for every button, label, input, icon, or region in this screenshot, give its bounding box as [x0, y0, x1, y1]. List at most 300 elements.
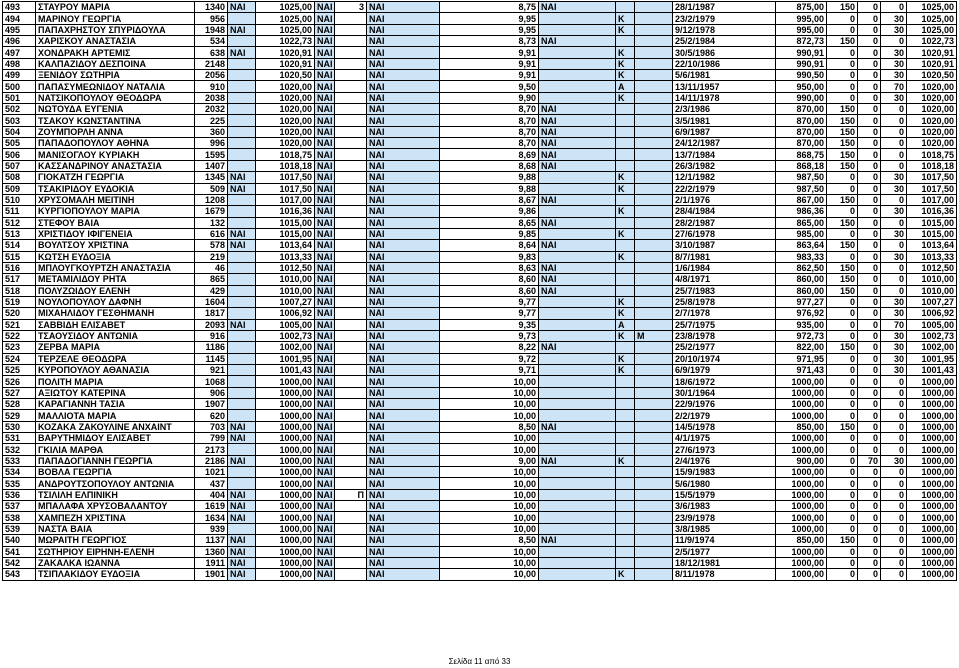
cell-flag-a: ΝΑΙ: [228, 489, 256, 500]
cell-grade: 8,50: [440, 535, 539, 546]
cell-children-count: [335, 217, 367, 228]
cell-total-score: 1000,00: [256, 501, 315, 512]
table-row: [3, 433, 957, 444]
cell-full-name: ΖΕΡΒΑ ΜΑΡΙΑ: [36, 342, 195, 353]
cell-birth-date: 18/6/1972: [673, 376, 776, 387]
table-row: [3, 47, 957, 58]
cell-greek-flag: ΝΑΙ: [367, 228, 440, 239]
cell-protocol-number: 1911: [195, 557, 228, 568]
cell-total-score: 1020,50: [256, 70, 315, 81]
cell-registered-flag: ΝΑΙ: [315, 433, 335, 444]
cell-category-points: 0: [881, 138, 907, 149]
cell-flag-a: ΝΑΙ: [228, 569, 256, 580]
cell-row-number: 507: [3, 160, 36, 171]
cell-row-number: 541: [3, 546, 36, 557]
cell-children-count: [335, 455, 367, 466]
cell-experience-points: 150: [827, 262, 858, 273]
cell-sub-category: [635, 172, 673, 183]
cell-total-score: 1000,00: [256, 387, 315, 398]
cell-children-count: [335, 512, 367, 523]
cell-experience-flag: [539, 183, 616, 194]
cell-row-number: 529: [3, 410, 36, 421]
cell-category: [616, 478, 635, 489]
cell-category: Κ: [616, 47, 635, 58]
cell-extra-points: 0: [858, 115, 881, 126]
cell-total-score: 1010,00: [256, 285, 315, 296]
cell-greek-flag: ΝΑΙ: [367, 569, 440, 580]
cell-children-count: [335, 183, 367, 194]
cell-total-score: 1007,27: [256, 296, 315, 307]
cell-protocol-number: 1634: [195, 512, 228, 523]
cell-grade: 10,00: [440, 433, 539, 444]
cell-flag-a: [228, 126, 256, 137]
cell-children-count: [335, 569, 367, 580]
cell-full-name: ΤΣΙΛΙΛΗ ΕΛΠΙΝΙΚΗ: [36, 489, 195, 500]
cell-grade: 10,00: [440, 557, 539, 568]
cell-experience-flag: [539, 410, 616, 421]
cell-final-score: 1000,00: [907, 512, 957, 523]
cell-category-points: 30: [881, 206, 907, 217]
cell-birth-date: 5/6/1980: [673, 478, 776, 489]
cell-sub-category: [635, 557, 673, 568]
cell-total-score: 1005,00: [256, 319, 315, 330]
cell-registered-flag: ΝΑΙ: [315, 285, 335, 296]
cell-row-number: 516: [3, 262, 36, 273]
cell-birth-date: 4/8/1971: [673, 274, 776, 285]
cell-final-score: 1005,00: [907, 319, 957, 330]
cell-grade-points: 990,50: [776, 70, 827, 81]
cell-sub-category: [635, 569, 673, 580]
cell-final-score: 1020,50: [907, 70, 957, 81]
cell-sub-category: [635, 489, 673, 500]
cell-sub-category: [635, 92, 673, 103]
cell-experience-flag: [539, 353, 616, 364]
cell-category: Κ: [616, 296, 635, 307]
cell-sub-category: [635, 104, 673, 115]
cell-extra-points: 0: [858, 183, 881, 194]
cell-birth-date: 18/12/1981: [673, 557, 776, 568]
cell-greek-flag: ΝΑΙ: [367, 58, 440, 69]
cell-children-count: [335, 58, 367, 69]
cell-children-count: [335, 36, 367, 47]
cell-final-score: 1002,73: [907, 330, 957, 341]
cell-total-score: 1002,73: [256, 330, 315, 341]
cell-greek-flag: ΝΑΙ: [367, 296, 440, 307]
cell-row-number: 527: [3, 387, 36, 398]
cell-final-score: 1000,00: [907, 399, 957, 410]
cell-greek-flag: ΝΑΙ: [367, 444, 440, 455]
cell-extra-points: 0: [858, 376, 881, 387]
cell-row-number: 505: [3, 138, 36, 149]
table-row: [3, 262, 957, 273]
cell-grade: 9,90: [440, 92, 539, 103]
cell-experience-points: 150: [827, 149, 858, 160]
cell-flag-a: [228, 376, 256, 387]
table-row: [3, 2, 957, 13]
cell-category-points: 0: [881, 546, 907, 557]
cell-category: [616, 240, 635, 251]
cell-children-count: [335, 138, 367, 149]
cell-greek-flag: ΝΑΙ: [367, 308, 440, 319]
cell-experience-points: 150: [827, 104, 858, 115]
cell-sub-category: [635, 36, 673, 47]
table-row: [3, 92, 957, 103]
cell-row-number: 518: [3, 285, 36, 296]
cell-protocol-number: 1360: [195, 546, 228, 557]
cell-row-number: 503: [3, 115, 36, 126]
cell-experience-flag: [539, 172, 616, 183]
cell-grade-points: 872,73: [776, 36, 827, 47]
cell-grade-points: 870,00: [776, 138, 827, 149]
cell-full-name: ΠΑΠΑΣΥΜΕΩΝΙΔΟΥ ΝΑΤΑΛΙΑ: [36, 81, 195, 92]
cell-final-score: 1013,33: [907, 251, 957, 262]
cell-experience-flag: [539, 376, 616, 387]
cell-registered-flag: ΝΑΙ: [315, 444, 335, 455]
cell-protocol-number: 956: [195, 13, 228, 24]
cell-experience-flag: [539, 70, 616, 81]
cell-registered-flag: ΝΑΙ: [315, 569, 335, 580]
cell-greek-flag: ΝΑΙ: [367, 183, 440, 194]
cell-extra-points: 0: [858, 342, 881, 353]
cell-birth-date: 3/8/1985: [673, 523, 776, 534]
cell-final-score: 1000,00: [907, 501, 957, 512]
cell-experience-flag: [539, 546, 616, 557]
cell-children-count: [335, 342, 367, 353]
cell-grade: 8,64: [440, 240, 539, 251]
cell-extra-points: 0: [858, 410, 881, 421]
cell-children-count: [335, 308, 367, 319]
cell-category-points: 0: [881, 557, 907, 568]
cell-extra-points: 0: [858, 330, 881, 341]
cell-experience-flag: ΝΑΙ: [539, 36, 616, 47]
cell-extra-points: 0: [858, 126, 881, 137]
table-row: [3, 251, 957, 262]
cell-protocol-number: 2093: [195, 319, 228, 330]
cell-protocol-number: 429: [195, 285, 228, 296]
cell-final-score: 1000,00: [907, 467, 957, 478]
cell-experience-points: 0: [827, 467, 858, 478]
cell-row-number: 493: [3, 2, 36, 13]
cell-final-score: 1025,00: [907, 24, 957, 35]
cell-registered-flag: ΝΑΙ: [315, 81, 335, 92]
cell-grade-points: 990,00: [776, 92, 827, 103]
cell-grade-points: 976,92: [776, 308, 827, 319]
table-row: [3, 274, 957, 285]
cell-sub-category: [635, 410, 673, 421]
cell-final-score: 1020,91: [907, 58, 957, 69]
cell-row-number: 519: [3, 296, 36, 307]
cell-row-number: 537: [3, 501, 36, 512]
cell-sub-category: [635, 365, 673, 376]
cell-protocol-number: 638: [195, 47, 228, 58]
cell-sub-category: [635, 319, 673, 330]
cell-greek-flag: ΝΑΙ: [367, 217, 440, 228]
cell-row-number: 542: [3, 557, 36, 568]
cell-grade-points: 986,36: [776, 206, 827, 217]
cell-category-points: 30: [881, 70, 907, 81]
cell-experience-points: 150: [827, 535, 858, 546]
cell-grade-points: 1000,00: [776, 433, 827, 444]
cell-extra-points: 0: [858, 172, 881, 183]
cell-extra-points: 0: [858, 546, 881, 557]
cell-total-score: 1017,00: [256, 194, 315, 205]
cell-experience-points: 150: [827, 217, 858, 228]
cell-experience-points: 0: [827, 512, 858, 523]
cell-sub-category: [635, 399, 673, 410]
cell-flag-a: [228, 523, 256, 534]
cell-final-score: 1017,50: [907, 183, 957, 194]
cell-flag-a: [228, 251, 256, 262]
cell-total-score: 1025,00: [256, 2, 315, 13]
cell-grade: 9,71: [440, 365, 539, 376]
cell-registered-flag: ΝΑΙ: [315, 330, 335, 341]
cell-total-score: 1000,00: [256, 421, 315, 432]
cell-category-points: 0: [881, 217, 907, 228]
cell-experience-points: 0: [827, 206, 858, 217]
cell-grade: 10,00: [440, 376, 539, 387]
cell-final-score: 1000,00: [907, 433, 957, 444]
cell-children-count: [335, 240, 367, 251]
cell-sub-category: [635, 467, 673, 478]
cell-extra-points: 0: [858, 228, 881, 239]
cell-grade-points: 1000,00: [776, 512, 827, 523]
cell-registered-flag: ΝΑΙ: [315, 557, 335, 568]
cell-category: [616, 194, 635, 205]
cell-grade: 10,00: [440, 478, 539, 489]
cell-category-points: 0: [881, 36, 907, 47]
cell-registered-flag: ΝΑΙ: [315, 467, 335, 478]
cell-protocol-number: 1021: [195, 467, 228, 478]
cell-full-name: ΓΚΙΛΙΑ ΜΑΡΘΑ: [36, 444, 195, 455]
table-row: [3, 512, 957, 523]
cell-full-name: ΚΟΖΑΚΑ ΖΑΚΟΥΛΙΝΕ ΑΝΧΑΙΝΤ: [36, 421, 195, 432]
cell-extra-points: 0: [858, 92, 881, 103]
cell-greek-flag: ΝΑΙ: [367, 512, 440, 523]
cell-sub-category: [635, 342, 673, 353]
cell-flag-a: ΝΑΙ: [228, 319, 256, 330]
cell-full-name: ΜΑΛΛΙΟΤΑ ΜΑΡΙΑ: [36, 410, 195, 421]
cell-flag-a: [228, 36, 256, 47]
cell-registered-flag: ΝΑΙ: [315, 104, 335, 115]
cell-final-score: 1020,91: [907, 47, 957, 58]
cell-sub-category: [635, 512, 673, 523]
cell-extra-points: 0: [858, 194, 881, 205]
cell-extra-points: 0: [858, 478, 881, 489]
cell-protocol-number: 225: [195, 115, 228, 126]
cell-extra-points: 0: [858, 274, 881, 285]
cell-category: Κ: [616, 330, 635, 341]
table-row: [3, 569, 957, 580]
cell-flag-a: [228, 149, 256, 160]
cell-full-name: ΣΩΤΗΡΙΟΥ ΕΙΡΗΝΗ-ΕΛΕΝΗ: [36, 546, 195, 557]
cell-flag-a: [228, 160, 256, 171]
cell-full-name: ΒΟΒΛΑ ΓΕΩΡΓΙΑ: [36, 467, 195, 478]
cell-final-score: 1025,00: [907, 13, 957, 24]
cell-birth-date: 28/4/1984: [673, 206, 776, 217]
cell-category-points: 30: [881, 183, 907, 194]
table-row: [3, 70, 957, 81]
cell-experience-points: 0: [827, 365, 858, 376]
cell-protocol-number: 1619: [195, 501, 228, 512]
cell-total-score: 1020,00: [256, 138, 315, 149]
cell-protocol-number: 910: [195, 81, 228, 92]
cell-experience-points: 150: [827, 138, 858, 149]
cell-extra-points: 0: [858, 296, 881, 307]
cell-full-name: ΒΟΥΛΤΣΟΥ ΧΡΙΣΤΙΝΑ: [36, 240, 195, 251]
cell-row-number: 513: [3, 228, 36, 239]
table-row: [3, 478, 957, 489]
cell-greek-flag: ΝΑΙ: [367, 138, 440, 149]
cell-birth-date: 23/8/1978: [673, 330, 776, 341]
cell-full-name: ΚΑΣΣΑΝΔΡΙΝΟΥ ΑΝΑΣΤΑΣΙΑ: [36, 160, 195, 171]
cell-flag-a: ΝΑΙ: [228, 546, 256, 557]
cell-protocol-number: 219: [195, 251, 228, 262]
table-row: [3, 444, 957, 455]
cell-sub-category: [635, 433, 673, 444]
cell-total-score: 1018,75: [256, 149, 315, 160]
cell-full-name: ΜΠΑΛΑΦΑ ΧΡΥΣΟΒΑΛΑΝΤΟΥ: [36, 501, 195, 512]
cell-full-name: ΣΤΕΦΟΥ ΒΑΙΑ: [36, 217, 195, 228]
cell-category: [616, 2, 635, 13]
table-row: [3, 206, 957, 217]
cell-total-score: 1000,00: [256, 455, 315, 466]
cell-children-count: [335, 478, 367, 489]
cell-total-score: 1020,00: [256, 81, 315, 92]
cell-final-score: 1020,00: [907, 138, 957, 149]
cell-sub-category: [635, 478, 673, 489]
cell-experience-flag: ΝΑΙ: [539, 535, 616, 546]
cell-category: [616, 489, 635, 500]
cell-protocol-number: 1407: [195, 160, 228, 171]
cell-category: [616, 387, 635, 398]
cell-experience-points: 0: [827, 13, 858, 24]
cell-grade: 8,67: [440, 194, 539, 205]
cell-row-number: 540: [3, 535, 36, 546]
cell-children-count: [335, 376, 367, 387]
cell-sub-category: [635, 285, 673, 296]
cell-extra-points: 0: [858, 387, 881, 398]
cell-experience-flag: [539, 467, 616, 478]
cell-category-points: 0: [881, 387, 907, 398]
table-row: [3, 149, 957, 160]
cell-flag-a: ΝΑΙ: [228, 240, 256, 251]
table-row: [3, 330, 957, 341]
cell-row-number: 511: [3, 206, 36, 217]
cell-grade-points: 1000,00: [776, 478, 827, 489]
cell-birth-date: 13/11/1957: [673, 81, 776, 92]
cell-final-score: 1000,00: [907, 387, 957, 398]
cell-sub-category: [635, 251, 673, 262]
cell-flag-a: [228, 104, 256, 115]
table-row: [3, 228, 957, 239]
cell-registered-flag: ΝΑΙ: [315, 36, 335, 47]
cell-final-score: 1001,43: [907, 365, 957, 376]
cell-grade-points: 865,00: [776, 217, 827, 228]
cell-flag-a: ΝΑΙ: [228, 557, 256, 568]
cell-grade: 8,70: [440, 138, 539, 149]
cell-full-name: ΠΑΠΑΔΟΠΟΥΛΟΥ ΑΘΗΝΑ: [36, 138, 195, 149]
table-row: [3, 308, 957, 319]
cell-grade-points: 983,33: [776, 251, 827, 262]
cell-grade-points: 850,00: [776, 421, 827, 432]
cell-greek-flag: ΝΑΙ: [367, 115, 440, 126]
cell-protocol-number: 799: [195, 433, 228, 444]
cell-final-score: 1000,00: [907, 455, 957, 466]
cell-extra-points: 0: [858, 535, 881, 546]
cell-category-points: 0: [881, 433, 907, 444]
cell-children-count: [335, 410, 367, 421]
cell-protocol-number: 132: [195, 217, 228, 228]
cell-extra-points: 0: [858, 149, 881, 160]
cell-category: Α: [616, 81, 635, 92]
cell-total-score: 1000,00: [256, 546, 315, 557]
cell-sub-category: [635, 217, 673, 228]
cell-category: [616, 433, 635, 444]
cell-grade-points: 971,43: [776, 365, 827, 376]
table-row: [3, 365, 957, 376]
cell-birth-date: 13/7/1984: [673, 149, 776, 160]
cell-total-score: 1000,00: [256, 410, 315, 421]
cell-row-number: 539: [3, 523, 36, 534]
cell-final-score: 1000,00: [907, 489, 957, 500]
cell-category-points: 30: [881, 13, 907, 24]
cell-children-count: [335, 228, 367, 239]
cell-children-count: [335, 251, 367, 262]
cell-total-score: 1000,00: [256, 478, 315, 489]
cell-birth-date: 25/8/1978: [673, 296, 776, 307]
cell-final-score: 1012,50: [907, 262, 957, 273]
cell-grade: 8,75: [440, 2, 539, 13]
cell-birth-date: 27/6/1978: [673, 228, 776, 239]
cell-row-number: 515: [3, 251, 36, 262]
cell-sub-category: [635, 70, 673, 81]
cell-extra-points: 0: [858, 444, 881, 455]
cell-registered-flag: ΝΑΙ: [315, 13, 335, 24]
cell-final-score: 1015,00: [907, 217, 957, 228]
cell-total-score: 1017,50: [256, 172, 315, 183]
cell-birth-date: 14/5/1978: [673, 421, 776, 432]
cell-flag-a: [228, 70, 256, 81]
cell-greek-flag: ΝΑΙ: [367, 455, 440, 466]
cell-protocol-number: 1595: [195, 149, 228, 160]
table-row: [3, 138, 957, 149]
cell-experience-flag: ΝΑΙ: [539, 160, 616, 171]
cell-greek-flag: ΝΑΙ: [367, 523, 440, 534]
cell-experience-flag: ΝΑΙ: [539, 115, 616, 126]
table-row: [3, 410, 957, 421]
cell-grade-points: 1000,00: [776, 467, 827, 478]
table-row: [3, 523, 957, 534]
cell-protocol-number: 1145: [195, 353, 228, 364]
cell-experience-flag: ΝΑΙ: [539, 2, 616, 13]
cell-registered-flag: ΝΑΙ: [315, 58, 335, 69]
cell-category: Κ: [616, 58, 635, 69]
cell-final-score: 1020,00: [907, 115, 957, 126]
cell-category-points: 0: [881, 489, 907, 500]
cell-birth-date: 1/6/1984: [673, 262, 776, 273]
cell-greek-flag: ΝΑΙ: [367, 160, 440, 171]
cell-total-score: 1016,36: [256, 206, 315, 217]
cell-category-points: 0: [881, 501, 907, 512]
cell-total-score: 1020,00: [256, 126, 315, 137]
cell-experience-flag: ΝΑΙ: [539, 274, 616, 285]
cell-experience-points: 0: [827, 47, 858, 58]
cell-greek-flag: ΝΑΙ: [367, 330, 440, 341]
cell-category-points: 30: [881, 58, 907, 69]
cell-grade: 8,69: [440, 149, 539, 160]
cell-row-number: 500: [3, 81, 36, 92]
cell-total-score: 1025,00: [256, 13, 315, 24]
